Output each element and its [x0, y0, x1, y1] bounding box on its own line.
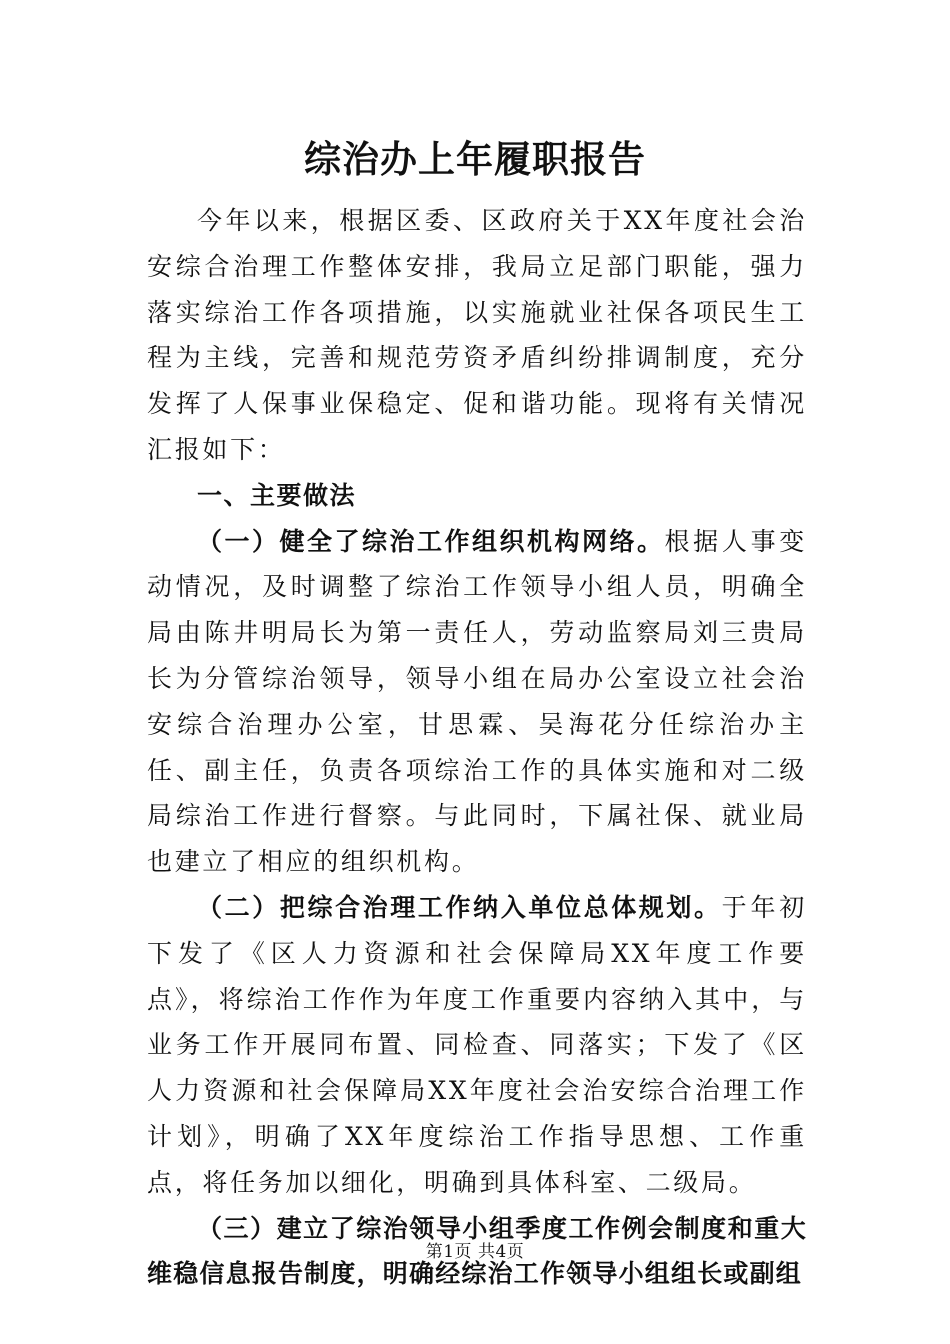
intro-paragraph: 今年以来，根据区委、区政府关于XX年度社会治安综合治理工作整体安排，我局立足部门职能，强力落实综治工作各项措施，以实施就业社保各项民生工程为主线，完善和规范劳资矛盾纠纷排调制度，充分发挥了人保事业保稳定、促和谐功能。现将有关情况汇报如下： [147, 206, 807, 464]
item-2-paragraph [147, 885, 807, 1206]
item-2-body: 于年初下发了《区人力资源和社会保障局XX年度工作要点》，将综治工作作为年度工作重要内容纳入其中，与业务工作开展同布置、同检查、同落实；下发了《区人力资源和社会保障局XX年度社会治安综合治理工作计划》，明确了XX年度综治工作指导思想、工作重点，将任务加以细化，明确到具体科室、二级局。 [147, 892, 807, 1197]
document-body [147, 198, 807, 1297]
item-1-body: 根据人事变动情况，及时调整了综治工作领导小组人员，明确全局由陈井明局长为第一责任人，劳动监察局刘三贵局长为分管综治领导，领导小组在局办公室设立社会治安综合治理办公室，甘思霖、吴海花分任综治办主任、副主任，负责各项综治工作的具体实施和对二级局综治工作进行督察。与此同时，下属社保、就业局也建立了相应的组织机构。 [147, 526, 807, 877]
page-indicator: 第1页 共4页 [425, 1242, 525, 1262]
item-2-lead: （二）把综合治理工作纳入单位总体规划。 [197, 892, 722, 922]
item-1-paragraph [147, 519, 807, 885]
section-heading: 一、主要做法 [197, 480, 357, 510]
item-3-paragraph: （三）建立了综治领导小组季度工作例会制度和重大维稳信息报告制度，明确经综治工作领导小组组长或副组 [147, 1213, 807, 1289]
item-1-lead: （一）健全了综治工作组织机构网络。 [197, 526, 665, 556]
document-title: 综治办上年履职报告 [304, 137, 646, 181]
